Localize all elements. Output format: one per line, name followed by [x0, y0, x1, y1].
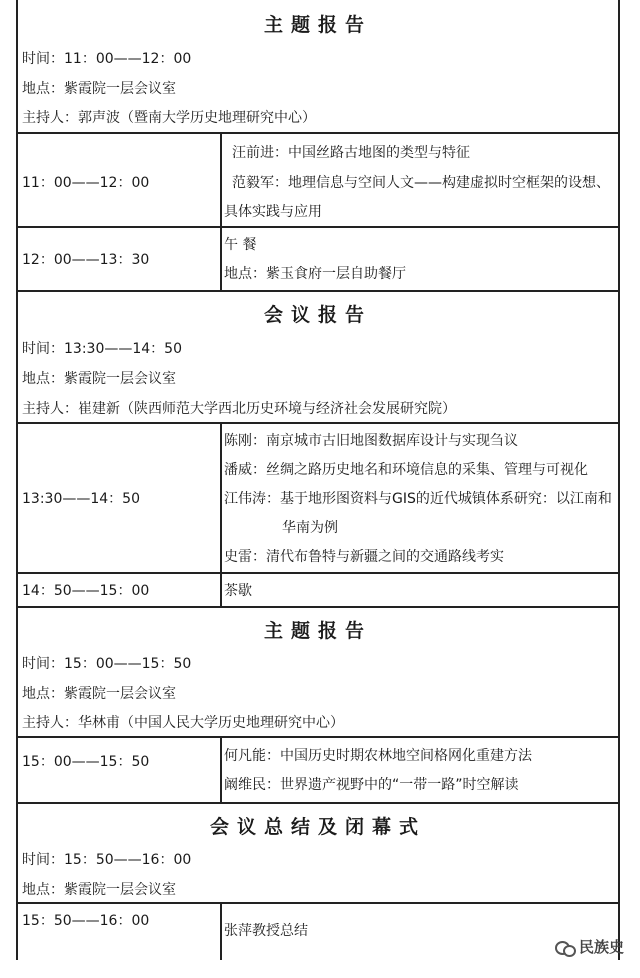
row-line: 午 餐: [224, 237, 257, 253]
row-line: 茶歇: [224, 583, 252, 599]
section-host: 主持人：华林甫（中国人民大学历史地理研究中心）: [22, 715, 344, 731]
row-line: 何凡能：中国历史时期农林地空间格网化重建方法: [224, 748, 532, 764]
table-row: [18, 226, 618, 290]
section-keynote-2: [18, 606, 618, 736]
column-divider: [220, 424, 222, 572]
row-time: 15：00——15：50: [22, 754, 150, 770]
watermark-text: 民族史: [578, 938, 624, 956]
section-conference-report: [18, 290, 618, 422]
row-line: 陈刚：南京城市古旧地图数据库设计与实现刍议: [224, 433, 518, 449]
section-time: 时间：11：00——12：00: [22, 51, 192, 67]
section-title: 会议总结及闭幕式: [209, 816, 426, 838]
row-time: 14：50——15：00: [22, 583, 150, 599]
row-time: 15：50——16：00: [22, 913, 150, 929]
table-row: [18, 572, 618, 606]
row-line: 史雷：清代布鲁特与新疆之间的交通路线考实: [224, 549, 504, 565]
table-row: [18, 132, 618, 226]
row-time: 11：00——12：00: [22, 175, 150, 191]
section-place: 地点：紫霞院一层会议室: [22, 686, 176, 702]
column-divider: [220, 134, 222, 226]
row-line: 具体实践与应用: [224, 204, 322, 220]
section-time: 时间：15：00——15：50: [22, 656, 192, 672]
section-time: 时间：15：50——16：00: [22, 852, 192, 868]
section-time: 时间：13:30——14：50: [22, 341, 182, 357]
section-host: 主持人：崔建新（陕西师范大学西北历史环境与经济社会发展研究院）: [22, 401, 456, 417]
section-place: 地点：紫霞院一层会议室: [22, 81, 176, 97]
section-place: 地点：紫霞院一层会议室: [22, 371, 176, 387]
column-divider: [220, 738, 222, 802]
column-divider: [220, 228, 222, 290]
row-line: 阚维民：世界遗产视野中的“一带一路”时空解读: [224, 777, 519, 793]
section-title: 主题报告: [263, 14, 372, 36]
row-line: 汪前进：中国丝路古地图的类型与特征: [232, 145, 470, 161]
row-time: 12：00——13：30: [22, 252, 150, 268]
section-host: 主持人：郭声波（暨南大学历史地理研究中心）: [22, 110, 316, 126]
section-title: 会议报告: [263, 304, 372, 326]
row-line: 张萍教授总结: [224, 923, 308, 939]
row-line: 江伟涛：基于地形图资料与GIS的近代城镇体系研究：以江南和: [224, 491, 612, 507]
table-row: [18, 902, 618, 960]
section-closing: [18, 802, 618, 902]
table-row: [18, 422, 618, 572]
column-divider: [220, 904, 222, 960]
row-time: 13:30——14：50: [22, 491, 140, 507]
table-row: [18, 736, 618, 802]
row-line: 范毅军：地理信息与空间人文——构建虚拟时空框架的设想、: [232, 175, 610, 191]
row-line: 地点：紫玉食府一层自助餐厅: [224, 266, 406, 282]
row-line: 潘威：丝绸之路历史地名和环境信息的采集、管理与可视化: [224, 462, 588, 478]
row-line: 华南为例: [282, 520, 338, 536]
agenda-table: [16, 0, 620, 960]
section-place: 地点：紫霞院一层会议室: [22, 882, 176, 898]
section-title: 主题报告: [263, 620, 372, 642]
watermark: [555, 936, 624, 957]
wechat-icon: [555, 939, 573, 955]
section-keynote-1: [18, 0, 618, 132]
column-divider: [220, 574, 222, 606]
